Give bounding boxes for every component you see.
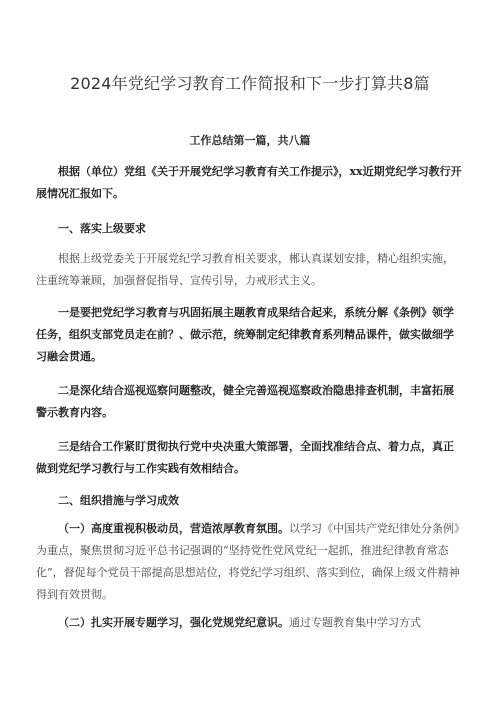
section-heading-2: 二、组织措施与学习成效 xyxy=(58,494,179,507)
document-subtitle: 工作总结第一篇，共八篇 xyxy=(189,134,311,147)
section-heading-1: 一、落实上级要求 xyxy=(58,222,146,235)
paragraph-5-body: 以学习《中国共产党纪律处分条例》为重点，聚焦贯彻习近平总书记强调的“坚持党性党风党纪一起抓，推进纪律教育常态化”，督促每个党员干部提高思想站位，将党纪学习组织、落实到位，确保上级文件精神得到有效贯彻。 xyxy=(36,522,460,601)
paragraph-6 xyxy=(36,612,464,634)
paragraph-6-body: 通过专题教育集中学习方式 xyxy=(289,616,421,629)
paragraph-2: 一是要把党纪学习教育与巩固拓展主题教育成果结合起来，系统分解《条例》领学任务，组织支部党员走在前？、做示范，统筹制定纪律教育系列精品课件，做实做细学习融会贯通。 xyxy=(36,306,454,363)
paragraph-3: 二是深化结合巡视巡察问题整改，健全完善巡视巡察政治隐患排查机制，丰富拓展警示教育内容。 xyxy=(36,384,454,419)
paragraph-4: 三是结合工作紧盯贯彻执行党中央决重大策部署，全面找准结合点、着力点，真正做到党纪学习教行与工作实践有效相结合。 xyxy=(36,440,454,475)
paragraph-5 xyxy=(36,518,464,606)
paragraph-5-lead: （一）高度重视积极动员，营造浓厚教育氛围。 xyxy=(58,522,289,535)
document-title: 2024年党纪学习教育工作简报和下一步打算共8篇 xyxy=(70,74,430,93)
intro-paragraph: 根据（单位）党组《关于开展党纪学习教育有关工作提示》，xx近期党纪学习教行开展情况汇报如下。 xyxy=(36,165,462,200)
paragraph-6-lead: （二）扎实开展专题学习，强化党规党纪意识。 xyxy=(58,616,289,629)
paragraph-1: 根据上级党委关于开展党纪学习教育相关要求，郴认真谋划安排，精心组织实施，注重统筹兼顾，加强督促指导、宣传引导，力戒形式主义。 xyxy=(36,252,454,287)
